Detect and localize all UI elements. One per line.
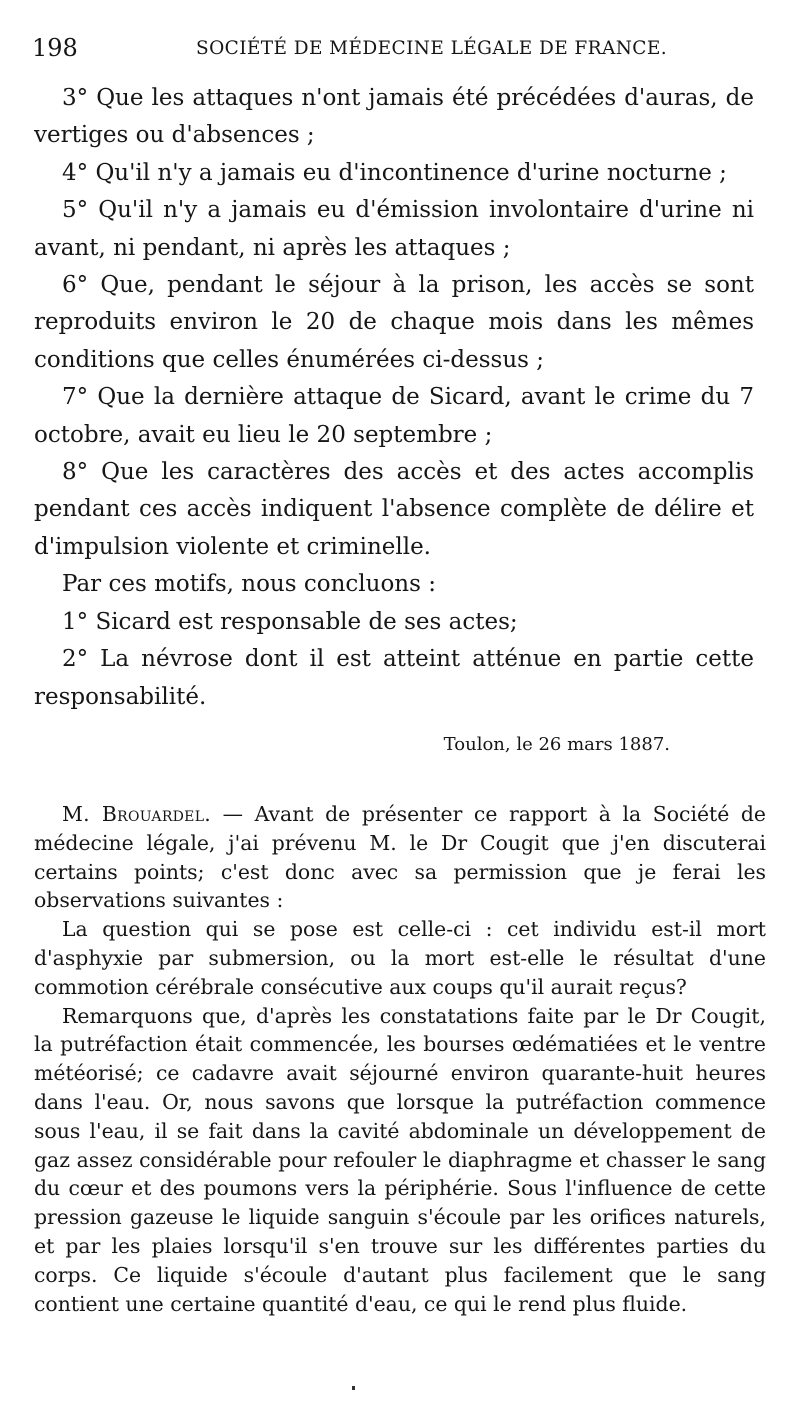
speaker-name: M. Brouardel. (62, 802, 212, 826)
discussion-intro-text: — Avant de présenter ce rapport à la Société de médecine légale, j'ai prévenu M. le Dr Cougit que j'en discuterai certains points; c'est donc avec sa permission que je ferai les observations suivantes : (34, 802, 766, 913)
report-item-3: 3° Que les attaques n'ont jamais été précédées d'auras, de vertiges ou d'absences ; (34, 85, 754, 149)
running-header (28, 34, 768, 64)
conclusion-1: 1° Sicard est responsable de ses actes; (62, 608, 518, 635)
expert-report-conclusions (34, 80, 754, 760)
report-item-7: 7° Que la dernière attaque de Sicard, avant le crime du 7 octobre, avait eu lieu le 20 septembre ; (34, 384, 754, 448)
report-dateline: Toulon, le 26 mars 1887. (443, 733, 670, 755)
discussion-section (34, 800, 766, 1318)
discussion-intro-paragraph (34, 800, 766, 915)
running-title: SOCIÉTÉ DE MÉDECINE LÉGALE DE FRANCE. (196, 38, 668, 59)
conclusion-heading: Par ces motifs, nous concluons : (62, 571, 436, 598)
report-item-6: 6° Que, pendant le séjour à la prison, les accès se sont reproduits environ le 20 de chaque mois dans les mêmes conditions que celles énumérées ci-dessus ; (34, 272, 754, 373)
report-item-5: 5° Qu'il n'y a jamais eu d'émission involontaire d'urine ni avant, ni pendant, ni après les attaques ; (34, 197, 754, 261)
print-mark (352, 1386, 355, 1390)
conclusion-2: 2° La névrose dont il est atteint atténue en partie cette responsabilité. (34, 646, 754, 710)
page-number: 198 (32, 34, 78, 62)
report-item-4: 4° Qu'il n'y a jamais eu d'incontinence d'urine nocturne ; (62, 159, 727, 186)
discussion-paragraph-putrefaction: Remarquons que, d'après les constatations faite par le Dr Cougit, la putréfaction était commencée, les bourses œdématiées et le ventre météorisé; ce cadavre avait séjourné environ quarante-huit heures dans l'eau. Or, nous savons que lorsque la putréfaction commence sous l'eau, il se fait dans la cavité abdominale un développement de gaz assez considérable pour refouler le diaphragme et chasser le sang du cœur et des poumons vers la périphérie. Sous l'influence de cette pression gazeuse le liquide sanguin s'écoule par les orifices naturels, et par les plaies lorsqu'il s'en trouve sur les différentes parties du corps. Ce liquide s'écoule d'autant plus facilement que le sang contient une certaine quantité d'eau, ce qui le rend plus fluide. (34, 1003, 766, 1316)
report-item-8: 8° Que les caractères des accès et des actes accomplis pendant ces accès indiquent l'absence complète de délire et d'impulsion violente et criminelle. (34, 459, 754, 560)
discussion-paragraph-question: La question qui se pose est celle-ci : cet individu est-il mort d'asphyxie par submersion, ou la mort est-elle le résultat d'une commotion cérébrale consécutive aux coups qu'il aurait reçus? (34, 917, 766, 999)
